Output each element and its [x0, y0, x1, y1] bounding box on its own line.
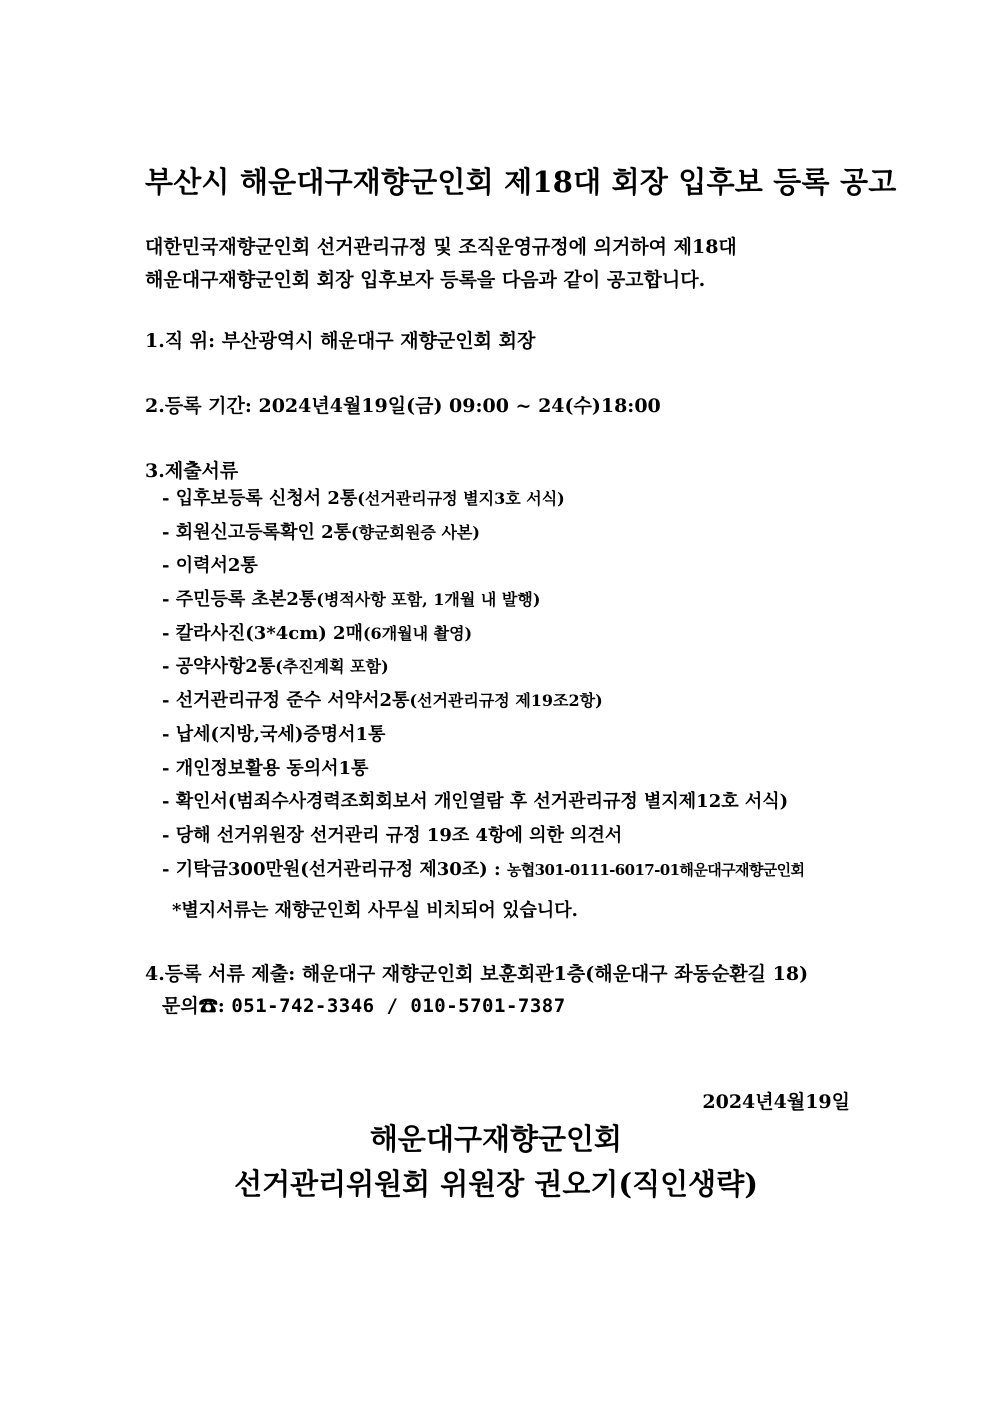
- list-item: [162, 723, 804, 757]
- notice-date: 2024년4월19일: [702, 1091, 850, 1113]
- list-item: [162, 554, 804, 588]
- document-name: - 공약사항2통: [162, 656, 276, 678]
- contact-numbers: 051-742-3346 / 010-5701-7387: [231, 995, 566, 1017]
- document-name: - 당해 선거위원장 선거관리 규정 19조 4항에 의한 의견서: [162, 824, 623, 846]
- list-item: [162, 824, 804, 858]
- section-documents-heading: 3.제출서류: [145, 460, 239, 482]
- list-item: [162, 588, 804, 622]
- document-name: - 회원신고등록확인 2통: [162, 521, 352, 543]
- document-note: (추진계획 포함): [275, 657, 389, 677]
- document-name: - 이력서2통: [162, 555, 258, 577]
- list-item: [162, 487, 804, 521]
- document-note: (병적사항 포함, 1개월 내 발행): [316, 590, 541, 610]
- document-name: - 납세(지방,국세)증명서1통: [162, 723, 386, 745]
- document-name: - 확인서(범죄수사경력조회회보서 개인열람 후 선거관리규정 별지제12호 서식): [162, 791, 789, 813]
- contact-line: [162, 991, 566, 1018]
- document-note: (선거관리규정 별지3호 서식): [357, 489, 565, 508]
- deposit-account: 농협301-0111-6017-01해운대구재향군인회: [506, 860, 805, 879]
- intro-line-1: 대한민국재향군인회 선거관리규정 및 조직운영규정에 의거하여 제18대: [145, 236, 737, 258]
- document-name: - 선거관리규정 준수 서약서2통: [162, 690, 410, 712]
- list-item: [162, 689, 804, 723]
- section-period: 2.등록 기간: 2024년4월19일(금) 09:00 ~ 24(수)18:00: [145, 395, 661, 417]
- document-note: (6개월내 촬영): [362, 623, 473, 643]
- section-position: 1.직 위: 부산광역시 해운대구 재향군인회 회장: [145, 330, 536, 352]
- document-name: - 주민등록 초본2통: [162, 589, 317, 611]
- list-item: [162, 655, 804, 689]
- document-note: (향군회원증 사본): [351, 522, 480, 542]
- document-name: - 개인정보활용 동의서1통: [162, 757, 369, 779]
- list-item: [162, 858, 804, 892]
- signature-org: 해운대구재향군인회: [369, 1122, 623, 1156]
- signature-chair: 선거관리위원회 위원장 권오기(직인생략): [234, 1167, 758, 1201]
- document-note: (선거관리규정 제19조2항): [409, 691, 603, 711]
- list-item: [162, 757, 804, 791]
- document-name: - 기탁금300만원(선거관리규정 제30조) :: [162, 858, 507, 880]
- notice-title: 부산시 해운대구재향군인회 제18대 회장 입후보 등록 공고: [145, 165, 897, 199]
- documents-note: *별지서류는 재향군인회 사무실 비치되어 있습니다.: [172, 900, 578, 921]
- document-name: - 입후보등록 신청서 2통: [162, 488, 358, 509]
- list-item: [162, 521, 804, 555]
- contact-label: 문의☎:: [162, 995, 232, 1017]
- list-item: [162, 622, 804, 656]
- intro-line-2: 해운대구재향군인회 회장 입후보자 등록을 다음과 같이 공고합니다.: [145, 269, 706, 291]
- list-item: [162, 790, 804, 824]
- documents-list: [162, 487, 804, 891]
- section-submission: 4.등록 서류 제출: 해운대구 재향군인회 보훈회관1층(해운대구 좌동순환길 18): [145, 963, 809, 985]
- document-name: - 칼라사진(3*4cm) 2매: [162, 622, 363, 644]
